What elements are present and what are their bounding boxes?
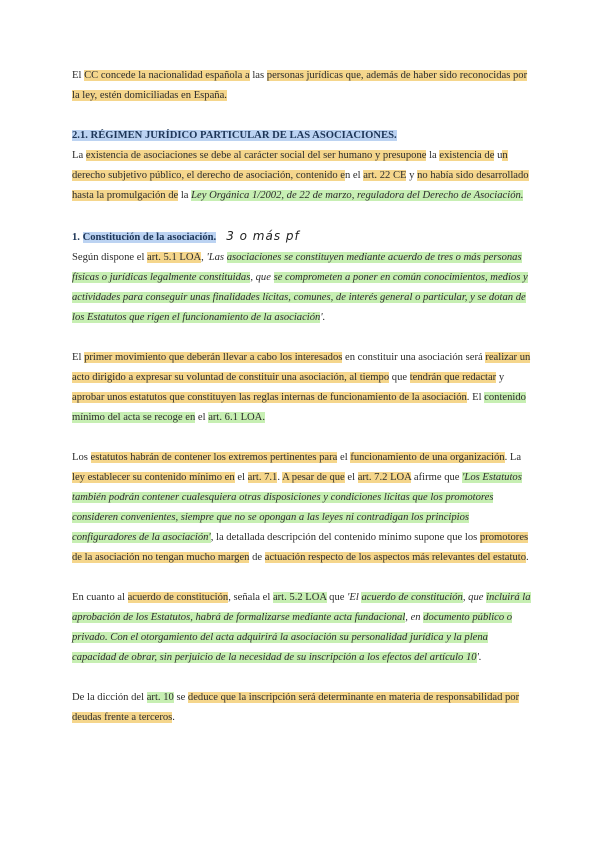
text: El [72, 352, 85, 363]
quote-text: , en [405, 612, 424, 623]
text: , [201, 252, 207, 263]
document-page [72, 66, 532, 728]
highlight: primer movimiento que deberán llevar a cabo los interesados [84, 352, 343, 363]
text: y [406, 170, 418, 181]
paragraph-estatutos [72, 448, 532, 568]
highlight: acuerdo de constitución [127, 592, 229, 603]
highlight: Ley Orgánica 1/2002, de 22 de marzo, reguladora del Derecho de Asociación. [191, 190, 524, 201]
text: . El [466, 392, 485, 403]
text: y [496, 372, 505, 383]
highlight: tendrán que redactar [409, 372, 497, 383]
text: el [344, 472, 358, 483]
quote-text: , que [250, 272, 274, 283]
text: . [277, 472, 283, 483]
text: . [172, 712, 175, 723]
highlight: acuerdo de constitución [361, 592, 463, 603]
text: Según dispone el [72, 252, 148, 263]
text: en constituir una asociación será [342, 352, 486, 363]
paragraph-acuerdo-constitucion [72, 588, 532, 668]
text: El [72, 70, 85, 81]
highlight: ley establecer su contenido mínimo en [72, 472, 235, 483]
highlight: documento público o privado. Con el otorgamiento del acta adquirirá la asociación su personalidad jurídica y la plena capacidad de obrar, sin perjuicio de la necesidad de su inscripción a los efectos del artículo 10 [72, 612, 513, 663]
highlight: existencia de [439, 150, 495, 161]
paragraph-existencia [72, 146, 532, 206]
highlight: art. 22 CE [363, 170, 407, 181]
highlight: art. 6.1 LOA. [208, 412, 265, 423]
section-heading-constitucion [72, 226, 532, 248]
text: . La [504, 452, 522, 463]
text: el [234, 472, 248, 483]
highlight: n derecho subjetivo público, el derecho de asociación, contenido e [72, 150, 508, 181]
quote-text: '. [476, 652, 482, 663]
highlight: art. 5.2 LOA [272, 592, 327, 603]
highlight: aprobar unos estatutos que constituyen las reglas internas de funcionamiento de la asociación [72, 392, 467, 403]
highlight: art. 10 [146, 692, 174, 703]
paragraph-primer-movimiento [72, 348, 532, 428]
text: las [249, 70, 267, 81]
paragraph-art-5-1 [72, 248, 532, 328]
quote-text: '. [320, 312, 326, 323]
highlight: asociaciones se constituyen mediante acuerdo de tres o más personas físicas o jurídicas legalmente constituidas [72, 252, 522, 283]
highlight: actuación respecto de los aspectos más relevantes del estatuto [264, 552, 526, 563]
paragraph-nacionalidad [72, 66, 532, 106]
text: La [72, 150, 86, 161]
text: que [389, 372, 410, 383]
highlight: estatutos habrán de contener los extremos pertinentes para [90, 452, 338, 463]
text: afirme que [411, 472, 463, 483]
text: En cuanto al [72, 592, 128, 603]
heading-number: 1. [72, 232, 83, 243]
section-heading-2-1 [72, 126, 532, 146]
text: u [494, 150, 503, 161]
text: . [526, 552, 529, 563]
handwritten-note: 3 o más pf [226, 229, 300, 243]
text: De la dicción del [72, 692, 147, 703]
text: que [326, 592, 348, 603]
highlight: art. 7.2 LOA [357, 472, 412, 483]
highlight: incluirá la aprobación de los Estatutos, habrá de formalizarse mediante acta fundacional [72, 592, 531, 623]
text: de [249, 552, 265, 563]
text: , la detallada descripción del contenido mínimo supone que los [210, 532, 480, 543]
highlight: no había sido desarrollado hasta la promulgación de [72, 170, 529, 201]
heading-text: 2.1. RÉGIMEN JURÍDICO PARTICULAR DE LAS ASOCIACIONES. [72, 130, 397, 141]
heading-text: Constitución de la asociación. [82, 232, 217, 243]
text: la [178, 190, 192, 201]
text: se [173, 692, 188, 703]
text: el [337, 452, 351, 463]
highlight: personas jurídicas que, además de haber sido reconocidas por la ley, estén domiciliadas en España. [72, 70, 528, 101]
highlight: realizar un acto dirigido a expresar su voluntad de constituir una asociación, al tiempo [72, 352, 531, 383]
highlight: funcionamiento de una organización [350, 452, 505, 463]
quote-text: 'Las [206, 252, 227, 263]
paragraph-art-10 [72, 688, 532, 728]
highlight: se comprometen a poner en común conocimientos, medios y actividades para conseguir unas finalidades lícitas, comunes, de interés general o particular, y se dotan de los Estatutos que rigen el funcionamiento de la asociación [72, 272, 528, 323]
text: la [426, 150, 440, 161]
text: Los [72, 452, 91, 463]
highlight: A pesar de que [282, 472, 345, 483]
text: , señala el [228, 592, 273, 603]
highlight: deduce que la inscripción será determinante en materia de responsabilidad por deudas frente a terceros [72, 692, 520, 723]
highlight: art. 5.1 LOA [147, 252, 202, 263]
highlight: existencia de asociaciones se debe al carácter social del ser humano y presupone [85, 150, 427, 161]
highlight: contenido mínimo del acta se recoge en [72, 392, 526, 423]
text: el [195, 412, 209, 423]
highlight: art. 7.1 [247, 472, 278, 483]
text: n el [344, 170, 364, 181]
highlight: promotores de la asociación no tengan mucho margen [72, 532, 529, 563]
highlight: CC concede la nacionalidad española a [84, 70, 250, 81]
quote-text: , que [462, 592, 487, 603]
highlight: 'Los Estatutos también podrán contener cualesquiera otras disposiciones y condiciones lícitas que los promotores consideren convenientes, siempre que no se opongan a las leyes ni contradigan los principios configuradores de la asociación' [72, 472, 522, 543]
quote-text: 'El [347, 592, 362, 603]
